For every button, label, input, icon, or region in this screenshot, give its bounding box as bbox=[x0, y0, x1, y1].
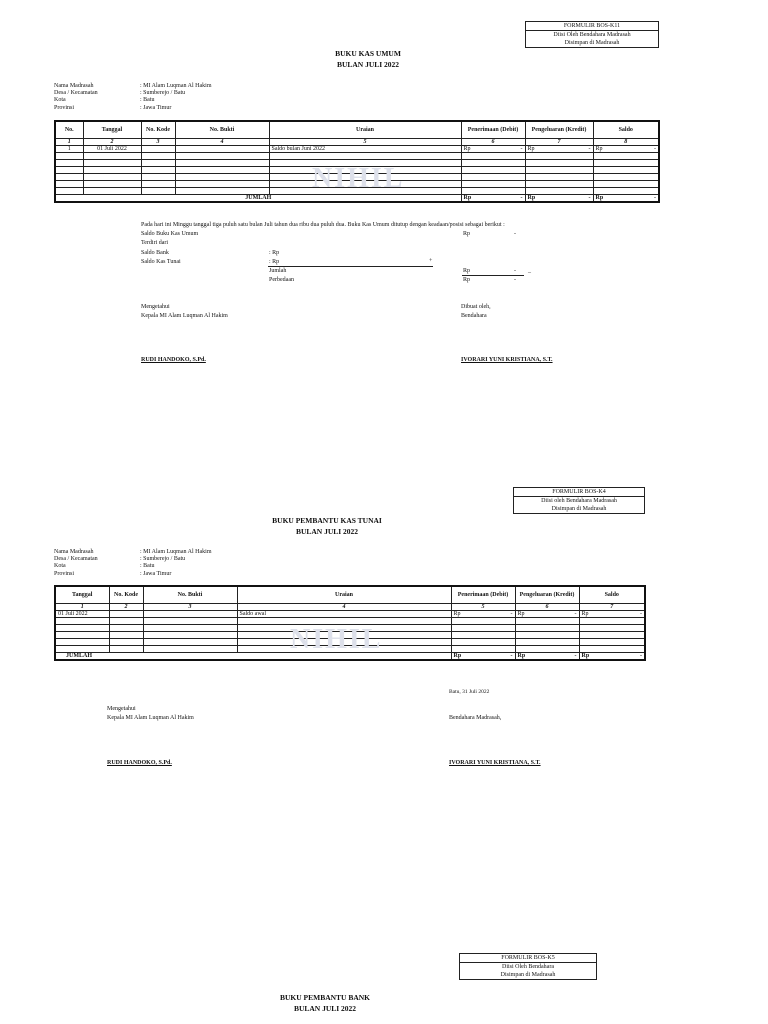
col-header-uraian: Uraian bbox=[237, 586, 451, 604]
col-header-kredit: Pengeluaran (Kredit) bbox=[515, 586, 579, 604]
table-row bbox=[55, 153, 659, 160]
col-header-debit: Penerimaan (Debit) bbox=[451, 586, 515, 604]
col-header-tanggal: Tanggal bbox=[55, 586, 109, 604]
info-value: : Batu bbox=[140, 563, 155, 570]
nihil-watermark: NIHIL bbox=[290, 624, 383, 655]
saldo-bku-rp: Rp bbox=[463, 231, 471, 237]
total-saldo bbox=[593, 195, 659, 203]
amount-value: - bbox=[510, 611, 513, 617]
col-number: 5 bbox=[451, 604, 515, 611]
perbedaan-rp: Rp bbox=[463, 277, 471, 283]
cell-tanggal: 01 Juli 2022 bbox=[55, 611, 109, 618]
col-number: 5 bbox=[269, 139, 461, 146]
amount-value: - bbox=[520, 146, 523, 152]
col-number: 6 bbox=[515, 604, 579, 611]
col-number: 2 bbox=[83, 139, 141, 146]
terdiri-label: Terdiri dari bbox=[141, 240, 169, 246]
cell-no: 1 bbox=[55, 146, 83, 153]
closing-statement: Pada hari ini Minggu tanggal tiga puluh satu bulan Juli tahun dua ribu dua puluh dua. Buku Kas Umum ditutup dengan keadaan/posisi sebagai berikut : bbox=[141, 222, 505, 228]
form-code-box bbox=[525, 21, 659, 48]
info-value: : Jawa Timur bbox=[140, 104, 172, 111]
currency-label: Rp bbox=[453, 611, 461, 617]
subtitle-text: BULAN JULI 2022 bbox=[293, 1004, 357, 1013]
col-number: 4 bbox=[175, 139, 269, 146]
col-number: 7 bbox=[579, 604, 645, 611]
currency-label: Rp bbox=[595, 146, 603, 152]
perbedaan-label: Perbedaan bbox=[269, 277, 294, 283]
total-row bbox=[55, 195, 659, 203]
table-row bbox=[55, 611, 645, 618]
amount-value: - bbox=[640, 611, 642, 617]
total-label: JUMLAH bbox=[55, 653, 451, 661]
info-value: : Sumberejo / Batu bbox=[140, 556, 186, 563]
subtitle-text: BULAN JULI 2022 bbox=[336, 60, 400, 69]
saldo-tunai-rp: : Rp bbox=[269, 259, 280, 265]
form-code: FORMULIR BOS-K4 bbox=[514, 488, 644, 497]
table-row bbox=[55, 146, 659, 153]
signatory-right-name: IVORARI YUNI KRISTIANA, S.T. bbox=[461, 357, 553, 363]
nihil-watermark: NIHIL bbox=[312, 163, 405, 194]
cell-debit bbox=[451, 611, 515, 618]
saldo-bku-value: - bbox=[514, 231, 516, 237]
jumlah-value: - bbox=[514, 268, 516, 274]
amount-value: - bbox=[654, 146, 656, 152]
col-number: 3 bbox=[143, 604, 237, 611]
document-title bbox=[268, 48, 468, 70]
document-title bbox=[227, 515, 427, 537]
bendahara-label: Bendahara Madrasah, bbox=[449, 715, 502, 721]
date-place: Batu, 31 Juli 2022 bbox=[449, 689, 490, 695]
info-value: : MI Alam Luqman Al Hakim bbox=[140, 549, 212, 555]
total-debit bbox=[461, 195, 525, 203]
kepala-label: Kepala MI Alam Luqman Al Hakim bbox=[141, 313, 228, 319]
plus-sign: + bbox=[429, 258, 433, 264]
col-header-no: No. bbox=[55, 121, 83, 139]
sum-line bbox=[268, 266, 433, 267]
info-label: Provinsi bbox=[54, 570, 75, 577]
saldo-bank-label: Saldo Bank bbox=[141, 250, 169, 256]
cell-bukti bbox=[143, 611, 237, 618]
col-number: 1 bbox=[55, 139, 83, 146]
form-storage: Disimpan di Madrasah bbox=[551, 506, 607, 512]
col-number: 1 bbox=[55, 604, 109, 611]
form-code: FORMULIR BOS-K5 bbox=[460, 954, 596, 963]
info-label: Nama Madrasah bbox=[54, 83, 94, 89]
currency-label: Rp bbox=[581, 611, 589, 617]
amount-value: - bbox=[654, 195, 656, 201]
total-label: JUMLAH bbox=[55, 195, 461, 203]
school-info bbox=[54, 549, 212, 578]
info-label: Kota bbox=[54, 563, 66, 570]
info-label: Kota bbox=[54, 97, 66, 104]
mengetahui-label: Mengetahui bbox=[107, 706, 136, 712]
cell-kredit bbox=[515, 611, 579, 618]
cell-kredit bbox=[525, 146, 593, 153]
col-number: 7 bbox=[525, 139, 593, 146]
info-label: Desa / Kecamatan bbox=[54, 556, 98, 563]
total-kredit bbox=[525, 195, 593, 203]
info-value: : Sumberejo / Batu bbox=[140, 90, 186, 97]
saldo-bku-label: Saldo Buku Kas Umum bbox=[141, 231, 199, 237]
total-debit bbox=[451, 653, 515, 661]
col-number: 2 bbox=[109, 604, 143, 611]
form-code-box bbox=[513, 487, 645, 514]
amount-value: - bbox=[574, 611, 577, 617]
form-storage: Disimpan di Madrasah bbox=[564, 40, 620, 46]
amount-value: - bbox=[574, 653, 577, 659]
perbedaan-value: - bbox=[514, 277, 516, 283]
title-text: BUKU PEMBANTU KAS TUNAI bbox=[272, 516, 382, 525]
title-text: BUKU KAS UMUM bbox=[335, 49, 401, 58]
currency-label: Rp bbox=[527, 146, 535, 152]
info-label: Nama Madrasah bbox=[54, 549, 94, 555]
currency-label: Rp bbox=[527, 195, 536, 201]
currency-label: Rp bbox=[517, 611, 525, 617]
total-saldo bbox=[579, 653, 645, 661]
info-label: Desa / Kecamatan bbox=[54, 90, 98, 97]
currency-label: Rp bbox=[595, 195, 604, 201]
form-note: Diisi Oleh Bendahara bbox=[502, 964, 554, 970]
info-value: : Jawa Timur bbox=[140, 570, 172, 577]
currency-label: Rp bbox=[463, 146, 471, 152]
cell-saldo bbox=[593, 146, 659, 153]
form-note: Diisi Oleh Bendahara Madrasah bbox=[553, 32, 631, 38]
currency-label: Rp bbox=[581, 653, 590, 659]
currency-label: Rp bbox=[463, 195, 472, 201]
cell-bukti bbox=[175, 146, 269, 153]
col-header-saldo: Saldo bbox=[579, 586, 645, 604]
bendahara-label: Bendahara bbox=[461, 313, 487, 319]
cell-tanggal: 01 Juli 2022 bbox=[83, 146, 141, 153]
form-storage: Disimpan di Madrasah bbox=[500, 972, 556, 978]
dibuat-label: Dibuat oleh, bbox=[461, 304, 491, 310]
col-number: 4 bbox=[237, 604, 451, 611]
signatory-right-name: IVORARI YUNI KRISTIANA, S.T. bbox=[449, 760, 541, 766]
jumlah-line bbox=[462, 275, 524, 276]
form-code: FORMULIR BOS-K11 bbox=[526, 22, 658, 31]
saldo-tunai-label: Saldo Kas Tunai bbox=[141, 259, 181, 265]
col-number: 6 bbox=[461, 139, 525, 146]
col-header-bukti: No. Bukti bbox=[143, 586, 237, 604]
amount-value: - bbox=[588, 146, 591, 152]
col-header-uraian: Uraian bbox=[269, 121, 461, 139]
col-number: 3 bbox=[141, 139, 175, 146]
form-code-box bbox=[459, 953, 597, 980]
subtitle-text: BULAN JULI 2022 bbox=[295, 527, 359, 536]
col-header-saldo: Saldo bbox=[593, 121, 659, 139]
jumlah-label: Jumlah bbox=[269, 268, 287, 274]
saldo-bank-rp: : Rp bbox=[269, 250, 280, 256]
form-note: Diisi oleh Bendahara Madrasah bbox=[541, 498, 617, 504]
amount-value: - bbox=[588, 195, 591, 201]
info-value: : MI Alam Luqman Al Hakim bbox=[140, 83, 212, 89]
info-value: : Batu bbox=[140, 97, 155, 104]
col-header-kredit: Pengeluaran (Kredit) bbox=[525, 121, 593, 139]
mengetahui-label: Mengetahui bbox=[141, 304, 170, 310]
col-header-debit: Penerimaan (Debit) bbox=[461, 121, 525, 139]
currency-label: Rp bbox=[517, 653, 526, 659]
cell-debit bbox=[461, 146, 525, 153]
cell-saldo bbox=[579, 611, 645, 618]
total-kredit bbox=[515, 653, 579, 661]
document-title bbox=[225, 992, 425, 1014]
signatory-left-name: RUDI HANDOKO, S.Pd. bbox=[141, 357, 206, 363]
col-header-bukti: No. Bukti bbox=[175, 121, 269, 139]
signatory-left-name: RUDI HANDOKO, S.Pd. bbox=[107, 760, 172, 766]
title-text: BUKU PEMBANTU BANK bbox=[279, 993, 370, 1002]
amount-value: - bbox=[510, 653, 513, 659]
col-header-tanggal: Tanggal bbox=[83, 121, 141, 139]
currency-label: Rp bbox=[453, 653, 462, 659]
kepala-label: Kepala MI Alam Luqman Al Hakim bbox=[107, 715, 194, 721]
cell-uraian: Saldo awal bbox=[237, 611, 451, 618]
jumlah-rp: Rp bbox=[463, 268, 471, 274]
minus-sign: _ bbox=[528, 268, 531, 274]
col-header-kode: No. Kode bbox=[141, 121, 175, 139]
amount-value: - bbox=[640, 653, 642, 659]
cell-kode bbox=[141, 146, 175, 153]
school-info bbox=[54, 83, 212, 112]
cell-kode bbox=[109, 611, 143, 618]
col-number: 8 bbox=[593, 139, 659, 146]
cell-uraian: Saldo bulan Juni 2022 bbox=[269, 146, 461, 153]
info-label: Provinsi bbox=[54, 104, 75, 111]
amount-value: - bbox=[520, 195, 523, 201]
col-header-kode: No. Kode bbox=[109, 586, 143, 604]
